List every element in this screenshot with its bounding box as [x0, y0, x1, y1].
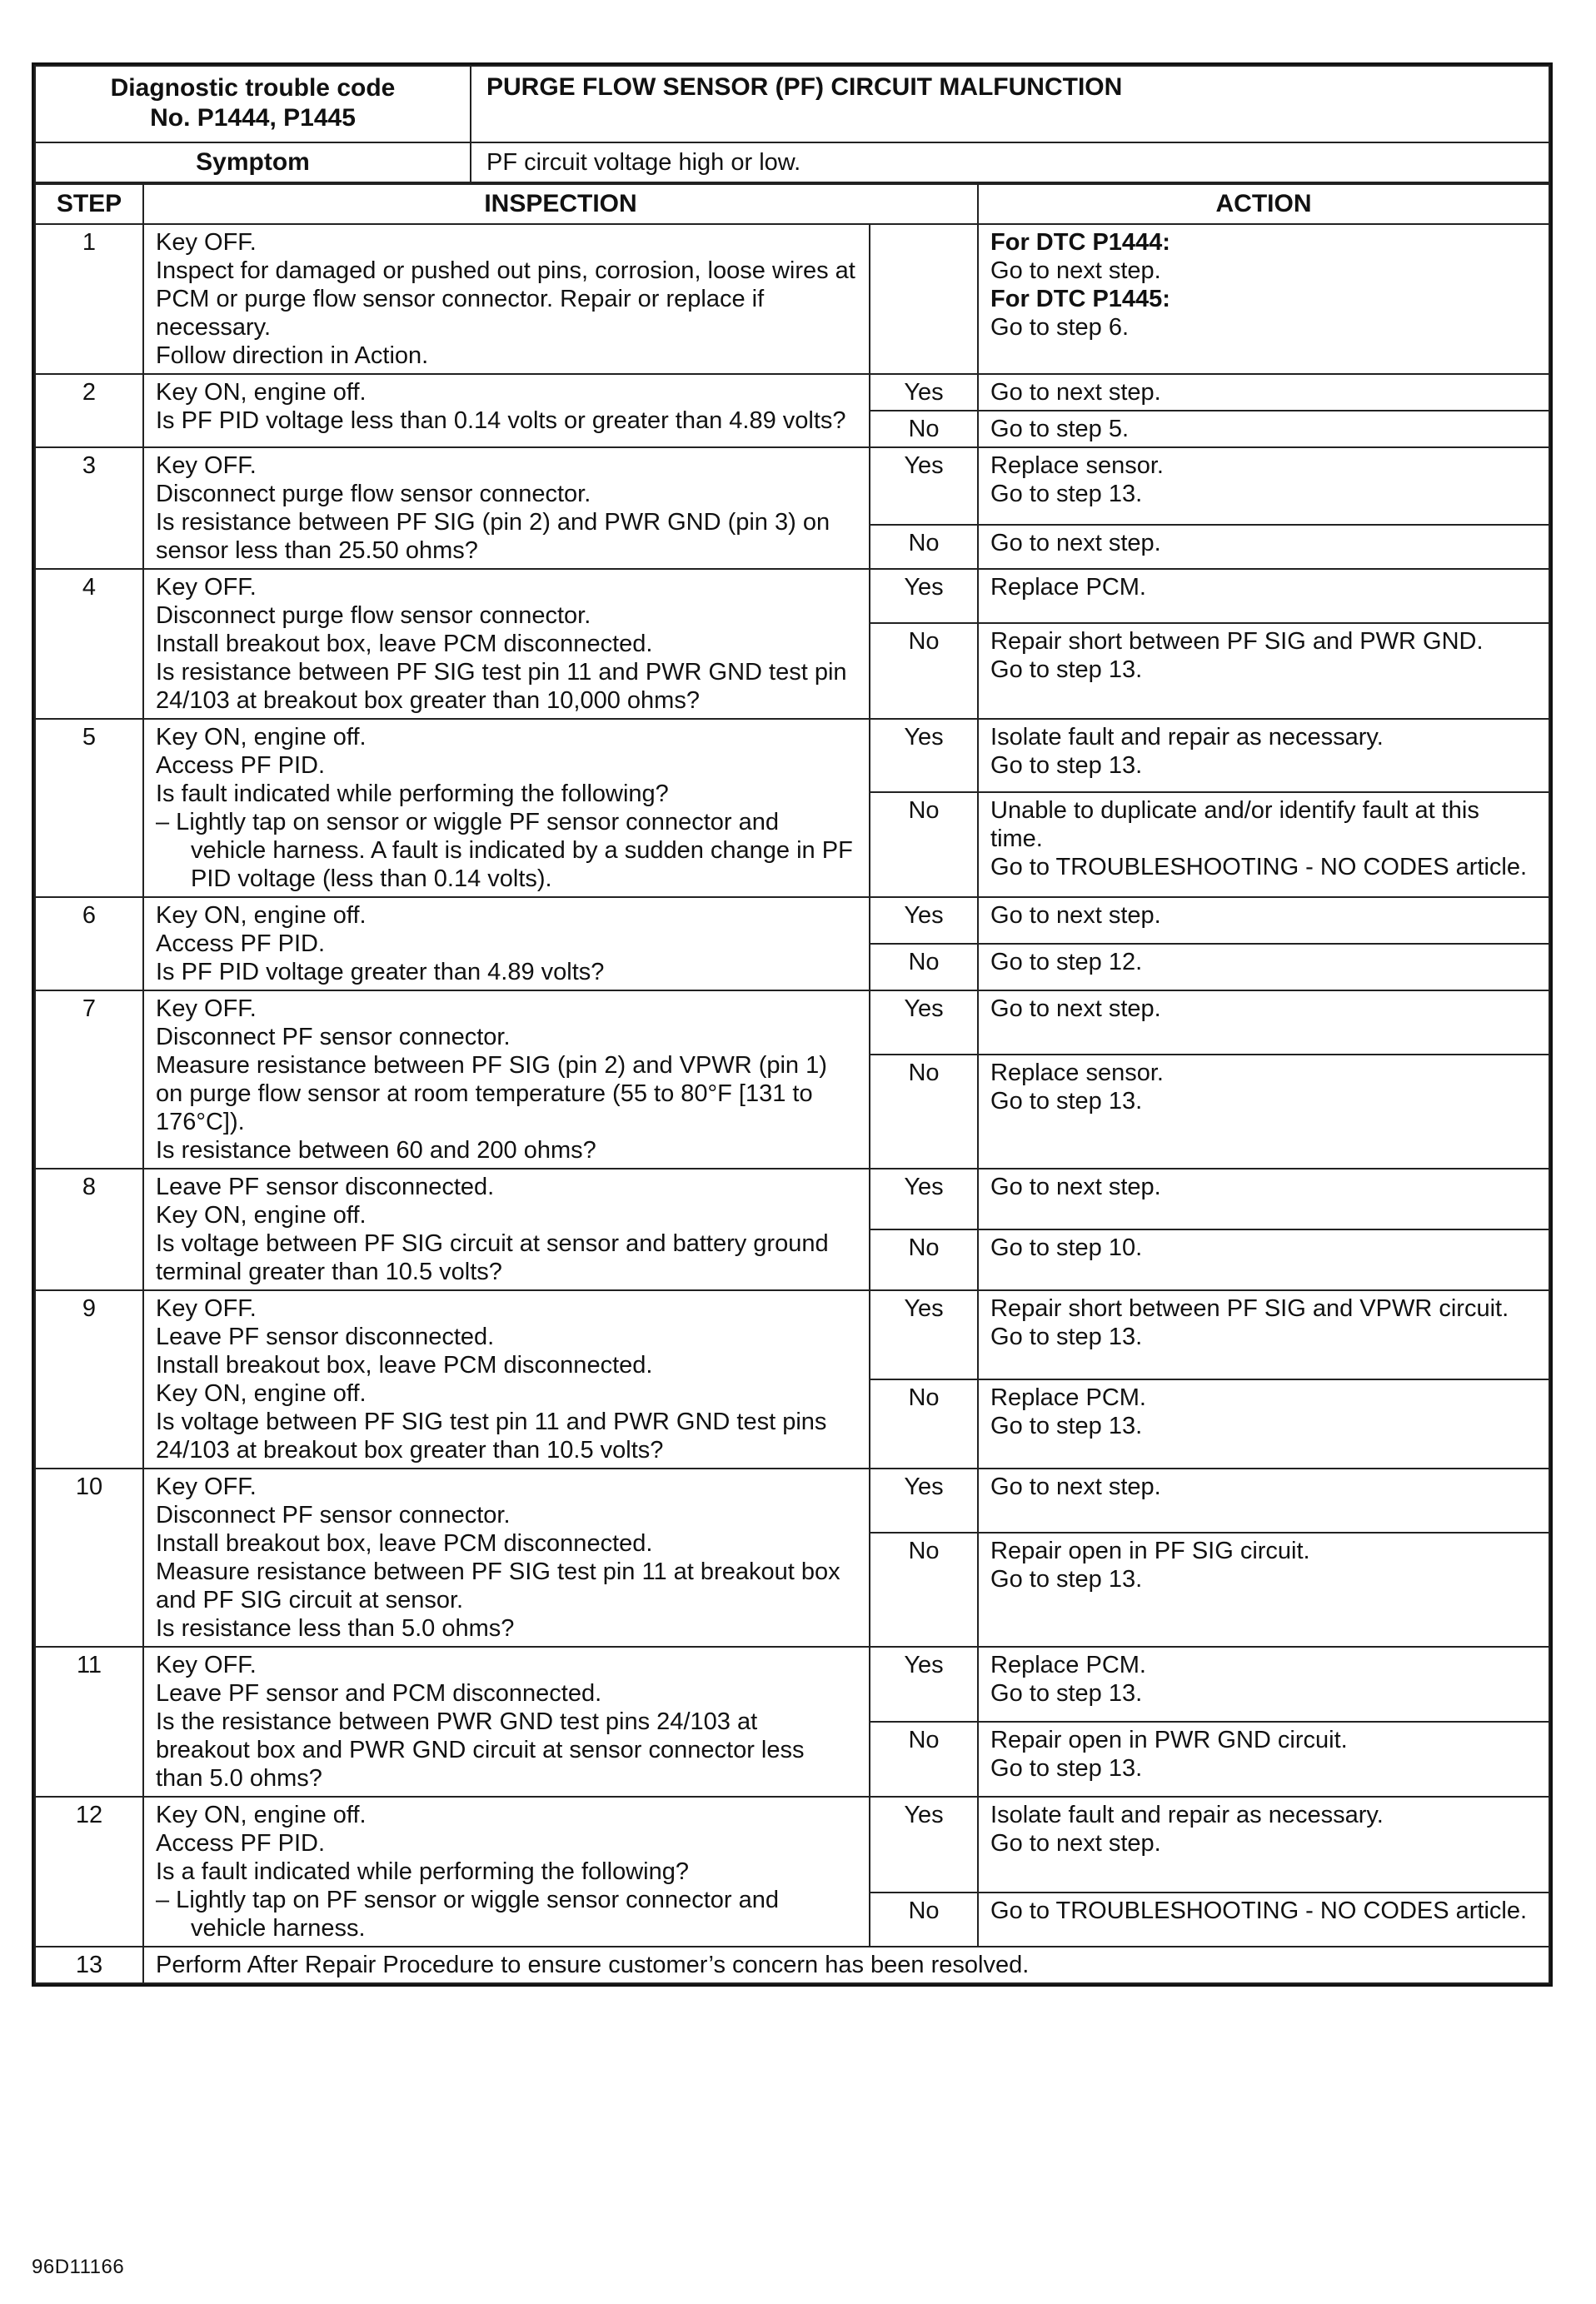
step-inspection: [143, 1469, 870, 1647]
step-inspection: [143, 1290, 870, 1469]
action-line: Go to step 12.: [990, 949, 1143, 975]
inspection-line: Is a fault indicated while performing the following?: [156, 1858, 689, 1885]
step-number: 9: [35, 1290, 143, 1469]
inspection-line: Is resistance between PF SIG (pin 2) and PWR GND (pin 3) on sensor less than 25.50 ohms?: [156, 509, 830, 564]
action-line: Repair open in PWR GND circuit.: [990, 1727, 1348, 1753]
answer-empty: [870, 224, 978, 374]
answer-no-label: No: [870, 792, 978, 897]
answer-no-label: No: [870, 1055, 978, 1169]
action-line: Go to next step.: [990, 1474, 1161, 1500]
action-line: Go to next step.: [990, 530, 1161, 557]
step-number: 2: [35, 374, 143, 447]
inspection-line: Is the resistance between PWR GND test pins 24/103 at breakout box and PWR GND circuit at sensor connector less than 5.0 ohms?: [156, 1708, 805, 1792]
action-line: Replace sensor.: [990, 452, 1164, 479]
inspection-line: Key ON, engine off.: [156, 379, 367, 406]
inspection-line: Key ON, engine off.: [156, 1202, 367, 1229]
inspection-sub-item: – Lightly tap on PF sensor or wiggle sensor connector and vehicle harness.: [156, 1887, 779, 1942]
diagnostic-procedure-document: [32, 62, 1553, 1987]
action-line: Go to step 13.: [990, 1413, 1143, 1439]
column-header-step: STEP: [35, 184, 143, 224]
answer-no-label: No: [870, 623, 978, 719]
action-if-yes: [978, 897, 1549, 944]
action-if-yes: [978, 1647, 1549, 1722]
inspection-line: Key OFF.: [156, 995, 257, 1022]
step-number: 8: [35, 1169, 143, 1290]
action-line: Go to step 13.: [990, 1088, 1143, 1115]
step-number: 5: [35, 719, 143, 897]
step-inspection: [143, 224, 870, 374]
step-number: 6: [35, 897, 143, 990]
action-if-yes: [978, 447, 1549, 525]
action-line: Repair short between PF SIG and VPWR circuit.: [990, 1295, 1509, 1322]
step-row: [35, 447, 1549, 525]
inspection-line: Is PF PID voltage less than 0.14 volts or greater than 4.89 volts?: [156, 407, 846, 434]
action-line: Go to step 13.: [990, 1324, 1143, 1350]
inspection-line: Access PF PID.: [156, 1830, 326, 1857]
inspection-line: Key ON, engine off.: [156, 1380, 367, 1407]
answer-no-label: No: [870, 525, 978, 569]
inspection-line: Disconnect purge flow sensor connector.: [156, 602, 591, 629]
action-if-no: [978, 944, 1549, 990]
step-inspection: [143, 719, 870, 897]
inspection-line: Install breakout box, leave PCM disconnected.: [156, 631, 653, 657]
action-if-yes: [978, 1469, 1549, 1533]
inspection-line: Is resistance between PF SIG test pin 11 and PWR GND test pin 24/103 at breakout box greater than 10,000 ohms?: [156, 659, 847, 714]
answer-yes-label: Yes: [870, 1469, 978, 1533]
inspection-line: Key ON, engine off.: [156, 1802, 367, 1828]
action-heading: For DTC P1444:: [990, 229, 1170, 256]
step-inspection: [143, 569, 870, 719]
step-inspection: [143, 1797, 870, 1947]
action-line: Go to step 13.: [990, 1680, 1143, 1707]
action-line: Go to next step.: [990, 1830, 1161, 1857]
inspection-line: Key ON, engine off.: [156, 724, 367, 751]
step-inspection: [143, 374, 870, 447]
action-if-yes: [978, 1290, 1549, 1379]
figure-reference-code: 96D11166: [32, 2256, 125, 2278]
dtc-label-line1: Diagnostic trouble code: [110, 74, 396, 102]
step-inspection: [143, 990, 870, 1169]
action-if-no: [978, 1229, 1549, 1290]
step-inspection: [143, 897, 870, 990]
action-if-no: [978, 1893, 1549, 1947]
procedure-title: PURGE FLOW SENSOR (PF) CIRCUIT MALFUNCTION: [471, 66, 1549, 142]
action-line: Replace sensor.: [990, 1060, 1164, 1087]
step-row: [35, 897, 1549, 944]
action-if-yes: [978, 990, 1549, 1055]
action-line: Go to step 13.: [990, 1755, 1143, 1782]
step-inspection: [143, 447, 870, 569]
column-header-inspection: INSPECTION: [143, 184, 978, 224]
action-line: Replace PCM.: [990, 1652, 1146, 1678]
answer-yes-label: Yes: [870, 569, 978, 623]
action-line: Unable to duplicate and/or identify fault at this time.: [990, 796, 1479, 852]
action-line: Isolate fault and repair as necessary.: [990, 1802, 1384, 1828]
step-number: 11: [35, 1647, 143, 1797]
step-inspection: [143, 1647, 870, 1797]
action-if-yes: [978, 1797, 1549, 1893]
step-number: 10: [35, 1469, 143, 1647]
inspection-line: Leave PF sensor and PCM disconnected.: [156, 1680, 602, 1707]
answer-yes-label: Yes: [870, 1169, 978, 1229]
answer-no-label: No: [870, 944, 978, 990]
action-line: Isolate fault and repair as necessary.: [990, 724, 1384, 751]
step-row: [35, 1469, 1549, 1533]
inspection-line: Is PF PID voltage greater than 4.89 volts?: [156, 959, 605, 985]
action-line: Replace PCM.: [990, 1384, 1146, 1411]
answer-yes-label: Yes: [870, 374, 978, 411]
inspection-line: Access PF PID.: [156, 930, 326, 957]
action-line: Go to step 13.: [990, 1566, 1143, 1593]
inspection-line: Key OFF.: [156, 229, 257, 256]
inspection-line: Inspect for damaged or pushed out pins, corrosion, loose wires at PCM or purge flow sensor connector. Repair or replace if necessary.: [156, 257, 855, 341]
step-number: 4: [35, 569, 143, 719]
inspection-line: Access PF PID.: [156, 752, 326, 779]
inspection-line: Is fault indicated while performing the following?: [156, 780, 669, 807]
inspection-line: Install breakout box, leave PCM disconnected.: [156, 1352, 653, 1379]
answer-yes-label: Yes: [870, 1290, 978, 1379]
action-if-yes: [978, 1169, 1549, 1229]
action-line: Go to step 13.: [990, 656, 1143, 683]
action-line: Go to step 13.: [990, 481, 1143, 507]
column-header-action: ACTION: [978, 184, 1549, 224]
inspection-line: Disconnect purge flow sensor connector.: [156, 481, 591, 507]
action-line: Go to step 5.: [990, 416, 1130, 442]
inspection-line: Is voltage between PF SIG circuit at sensor and battery ground terminal greater than 10.5 volts?: [156, 1230, 829, 1285]
step-row: [35, 990, 1549, 1055]
action-line: Go to step 10.: [990, 1234, 1143, 1261]
inspection-line: Measure resistance between PF SIG test pin 11 at breakout box and PF SIG circuit at sensor.: [156, 1558, 840, 1613]
inspection-line: Key OFF.: [156, 574, 257, 601]
action-line: Go to step 6.: [990, 314, 1130, 341]
action-line: Go to next step.: [990, 1174, 1161, 1200]
step-inspection: [143, 1169, 870, 1290]
step-row: [35, 1947, 1549, 1983]
inspection-line: Measure resistance between PF SIG (pin 2) and VPWR (pin 1) on purge flow sensor at room temperature (55 to 80°F [131 to 176°C]).: [156, 1052, 827, 1135]
inspection-line: Key OFF.: [156, 1474, 257, 1500]
inspection-line: Key OFF.: [156, 452, 257, 479]
answer-no-label: No: [870, 1722, 978, 1797]
answer-yes-label: Yes: [870, 447, 978, 525]
inspection-line: Is resistance less than 5.0 ohms?: [156, 1615, 515, 1642]
inspection-line: Key OFF.: [156, 1652, 257, 1678]
answer-no-label: No: [870, 1893, 978, 1947]
inspection-line: Key ON, engine off.: [156, 902, 367, 929]
symptom-text: PF circuit voltage high or low.: [471, 142, 1549, 182]
action-if-no: [978, 1722, 1549, 1797]
action-if-yes: [978, 569, 1549, 623]
symptom-label: Symptom: [35, 142, 471, 182]
answer-yes-label: Yes: [870, 1647, 978, 1722]
action-line: Go to next step.: [990, 379, 1161, 406]
action-if-no: [978, 411, 1549, 447]
inspection-line: Is voltage between PF SIG test pin 11 and PWR GND test pins 24/103 at breakout box greater than 10.5 volts?: [156, 1409, 827, 1464]
inspection-line: Leave PF sensor disconnected.: [156, 1174, 495, 1200]
step-row: [35, 1647, 1549, 1722]
answer-yes-label: Yes: [870, 1797, 978, 1893]
step-number: 7: [35, 990, 143, 1169]
step-row: [35, 1797, 1549, 1893]
steps-table: [34, 183, 1550, 1984]
answer-no-label: No: [870, 411, 978, 447]
action-if-yes: [978, 374, 1549, 411]
header-table: [34, 65, 1550, 183]
answer-no-label: No: [870, 1379, 978, 1469]
step-number: 13: [35, 1947, 143, 1983]
step-row: [35, 1169, 1549, 1229]
action-line: Go to step 13.: [990, 752, 1143, 779]
action-if-no: [978, 1379, 1549, 1469]
dtc-codes: No. P1444, P1445: [150, 104, 356, 132]
action-line: Go to next step.: [990, 257, 1161, 284]
action-line: Go to next step.: [990, 995, 1161, 1022]
inspection-line: Leave PF sensor disconnected.: [156, 1324, 495, 1350]
action-heading: For DTC P1445:: [990, 286, 1170, 312]
step-row: [35, 719, 1549, 792]
action-line: Repair short between PF SIG and PWR GND.: [990, 627, 1484, 655]
action-line: Go to TROUBLESHOOTING - NO CODES article.: [990, 1898, 1528, 1925]
answer-yes-label: Yes: [870, 719, 978, 792]
inspection-line: Is resistance between 60 and 200 ohms?: [156, 1137, 596, 1164]
answer-no-label: No: [870, 1533, 978, 1647]
action-if-yes: [978, 719, 1549, 792]
action-line: Repair open in PF SIG circuit.: [990, 1538, 1310, 1565]
answer-yes-label: Yes: [870, 990, 978, 1055]
inspection-line: Install breakout box, leave PCM disconnected.: [156, 1530, 653, 1557]
step-number: 1: [35, 224, 143, 374]
step-row: [35, 1290, 1549, 1379]
step-row: [35, 224, 1549, 374]
action-if-no: [978, 1055, 1549, 1169]
answer-no-label: No: [870, 1229, 978, 1290]
action-line: Go to TROUBLESHOOTING - NO CODES article.: [990, 853, 1528, 880]
action-if-no: [978, 525, 1549, 569]
inspection-sub-item: – Lightly tap on sensor or wiggle PF sensor connector and vehicle harness. A fault is indicated by a sudden change in PF PID voltage (less than 0.14 volts).: [156, 809, 853, 892]
step-action: [978, 224, 1549, 374]
action-if-no: [978, 623, 1549, 719]
action-line: Go to next step.: [990, 902, 1161, 929]
step-final-text: Perform After Repair Procedure to ensure customer’s concern has been resolved.: [143, 1947, 1549, 1983]
inspection-line: Disconnect PF sensor connector.: [156, 1502, 511, 1529]
action-line: Replace PCM.: [990, 574, 1146, 601]
answer-yes-label: Yes: [870, 897, 978, 944]
inspection-line: Disconnect PF sensor connector.: [156, 1024, 511, 1050]
action-if-no: [978, 1533, 1549, 1647]
inspection-line: Key OFF.: [156, 1295, 257, 1322]
dtc-label: [35, 66, 471, 142]
action-if-no: [978, 792, 1549, 897]
step-number: 12: [35, 1797, 143, 1947]
step-row: [35, 374, 1549, 411]
inspection-line: Follow direction in Action.: [156, 342, 429, 369]
step-row: [35, 569, 1549, 623]
step-number: 3: [35, 447, 143, 569]
